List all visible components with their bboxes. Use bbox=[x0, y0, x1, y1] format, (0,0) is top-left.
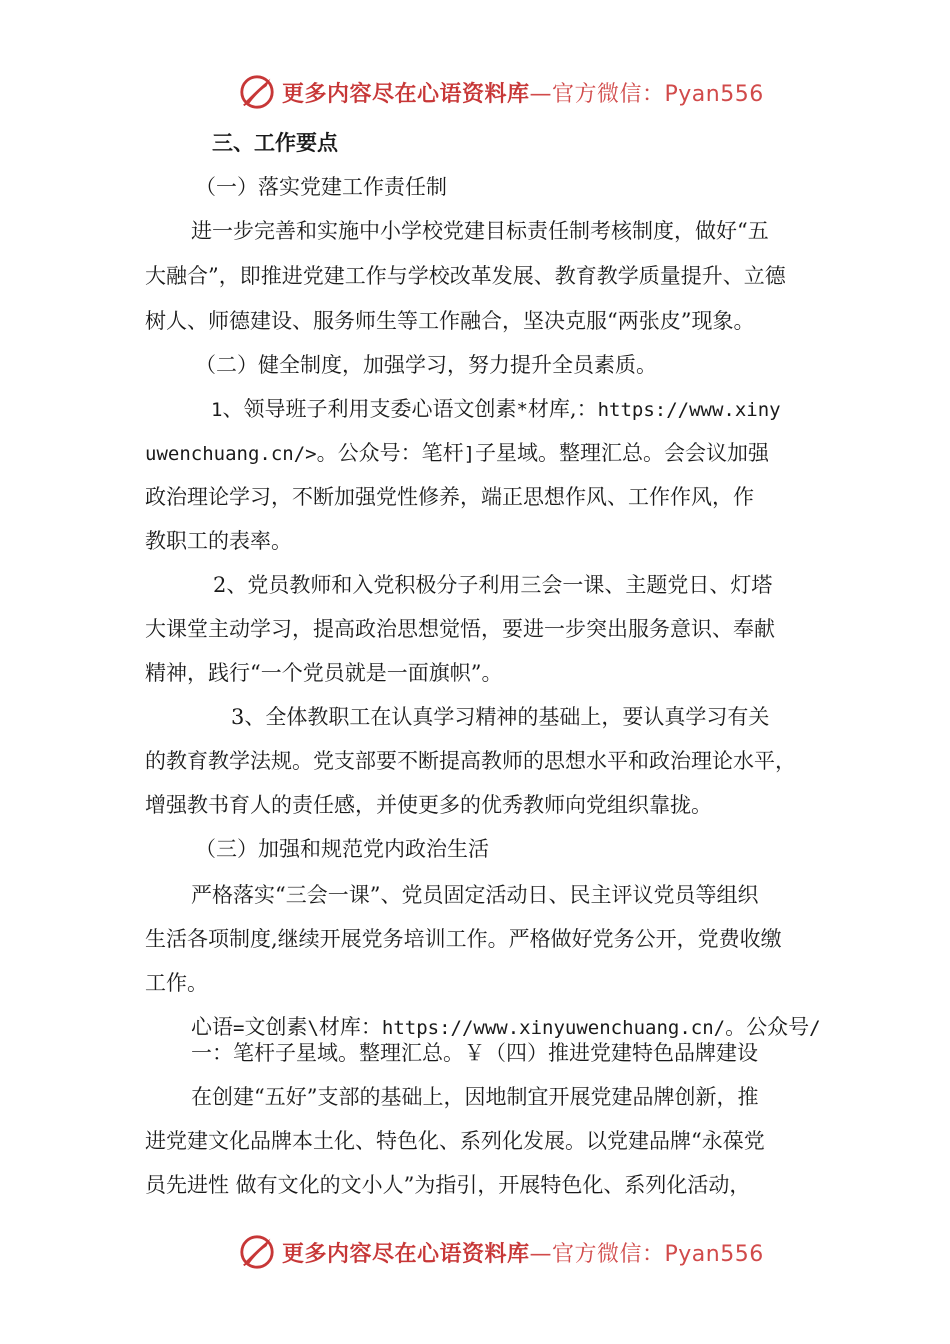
subsection-heading-2: （二）健全制度，加强学习，努力提升全员素质。 bbox=[195, 353, 657, 377]
paragraph-line: 工作。 bbox=[145, 971, 208, 995]
paragraph-line-mixed: 1、领导班子利用支委心语文创素*材库,：https://www.xiny bbox=[211, 397, 781, 421]
banner-dash: — bbox=[529, 81, 553, 107]
section-heading: 三、工作要点 bbox=[212, 130, 338, 155]
quill-pen-in-circle-icon bbox=[238, 73, 276, 111]
paragraph-line: 大课堂主动学习，提高政治思想觉悟，要进一步突出服务意识、奉献 bbox=[145, 617, 775, 641]
paragraph-line-mixed: 心语=文创素\材库：https://www.xinyuwenchuang.cn/。公众号/ bbox=[191, 1015, 821, 1039]
watermark-banner-bottom bbox=[238, 1232, 764, 1272]
banner-dash: — bbox=[529, 1241, 553, 1267]
paragraph-line: 生活各项制度,继续开展党务培训工作。严格做好党务公开，党费收缴 bbox=[145, 927, 782, 951]
subsection-heading-1: （一）落实党建工作责任制 bbox=[195, 175, 447, 199]
paragraph-line: 员先进性 做有文化的文小人”为指引，开展特色化、系列化活动， bbox=[145, 1173, 751, 1197]
paragraph-line: 进一步完善和实施中小学校党建目标责任制考核制度，做好“五 bbox=[191, 219, 769, 243]
paragraph-line: 进党建文化品牌本土化、特色化、系列化发展。以党建品牌“永葆党 bbox=[145, 1129, 765, 1153]
paragraph-line: 在创建“五好”支部的基础上，因地制宜开展党建品牌创新，推 bbox=[191, 1085, 759, 1109]
watermark-banner-top bbox=[238, 72, 764, 112]
paragraph-line-mixed: uwenchuang.cn/>。公众号：笔杆]子星域。整理汇总。会会议加强 bbox=[145, 441, 770, 465]
banner-contact: 官方微信：Pyan556 bbox=[552, 1241, 764, 1267]
paragraph-line: 2、党员教师和入党积极分子利用三会一课、主题党日、灯塔 bbox=[213, 573, 773, 597]
paragraph-line: 严格落实“三会一课”、党员固定活动日、民主评议党员等组织 bbox=[191, 883, 759, 907]
paragraph-line: 增强教书育人的责任感，并使更多的优秀教师向党组织靠拢。 bbox=[145, 793, 712, 817]
paragraph-line: 精神，践行“一个党员就是一面旗帜”。 bbox=[145, 661, 503, 685]
paragraph-line: 大融合”，即推进党建工作与学校改革发展、教育教学质量提升、立德 bbox=[145, 264, 786, 288]
paragraph-line: 政治理论学习，不断加强党性修养，端正思想作风、工作作风，作 bbox=[145, 485, 754, 509]
paragraph-line: 教职工的表率。 bbox=[145, 529, 292, 553]
subsection-heading-3: （三）加强和规范党内政治生活 bbox=[195, 837, 489, 861]
quill-pen-in-circle-icon bbox=[238, 1233, 276, 1271]
paragraph-line: 的教育教学法规。党支部要不断提高教师的思想水平和政治理论水平， bbox=[145, 749, 796, 773]
banner-brand: 更多内容尽在心语资料库 bbox=[282, 81, 530, 107]
paragraph-line: 树人、师德建设、服务师生等工作融合，坚决克服“两张皮”现象。 bbox=[145, 309, 755, 333]
banner-brand: 更多内容尽在心语资料库 bbox=[282, 1241, 530, 1267]
subsection-heading-4: 一：笔杆子星域。整理汇总。￥（四）推进党建特色品牌建设 bbox=[191, 1041, 758, 1065]
banner-contact: 官方微信：Pyan556 bbox=[552, 81, 764, 107]
paragraph-line: 3、全体教职工在认真学习精神的基础上，要认真学习有关 bbox=[231, 705, 770, 729]
